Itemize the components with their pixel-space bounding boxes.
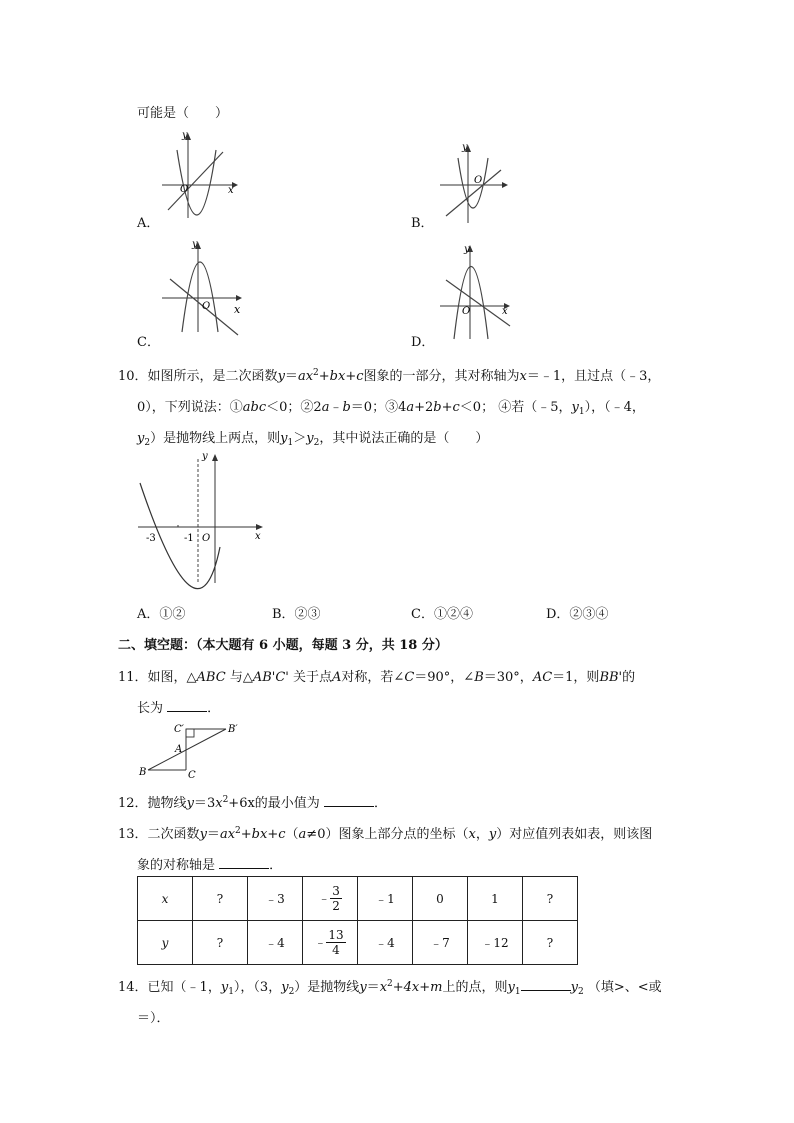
table-cell: ? xyxy=(523,921,578,965)
table-cell: ﹣12 xyxy=(468,921,523,965)
svg-text:A: A xyxy=(175,744,183,755)
svg-text:O: O xyxy=(202,301,211,312)
table-cell: ﹣3 xyxy=(248,877,303,921)
table-cell: ? xyxy=(523,877,578,921)
svg-text:O: O xyxy=(462,306,471,317)
q9-option-a[interactable]: A． xyxy=(137,216,160,231)
q9-option-b[interactable]: B． xyxy=(411,216,434,231)
q14-line1: 14．已知（﹣1，$y_1$），（3，$y_2$）是抛物线$y=x^2+4x+m$上的点，则$y_1$ $y_2$ （填>、<或 xyxy=(118,979,662,997)
q10-line1: 10．如图所示，是二次函数$y=ax^2+bx+c$图象的一部分，其对称轴为x＝﹣1，且过点（﹣3， xyxy=(118,368,661,384)
q9-tail: 可能是（ ） xyxy=(137,106,229,121)
q12-line: 12．抛物线$y=3x^2+6x$的最小值为 ． xyxy=(118,795,387,811)
svg-text:C: C xyxy=(188,770,196,781)
table-cell: 1 xyxy=(468,877,523,921)
svg-text:x: x xyxy=(255,531,261,542)
q9-option-d[interactable]: D． xyxy=(411,335,435,350)
svg-text:O: O xyxy=(202,533,211,544)
svg-text:x: x xyxy=(502,306,508,317)
q9-option-c[interactable]: C． xyxy=(137,335,160,350)
table-cell: ﹣4 xyxy=(248,921,303,965)
q11-line1: 11．如图，△ABC 与△AB'C' 关于点A对称，若∠C＝90°，∠B＝30°，AC＝1，则BB'的 xyxy=(118,670,636,685)
q10-choice-b[interactable]: B．②③ xyxy=(272,607,321,622)
svg-text:y: y xyxy=(192,239,198,250)
svg-text:C′: C′ xyxy=(174,724,184,735)
svg-text:-1: -1 xyxy=(184,533,194,544)
q12-answer-blank[interactable] xyxy=(324,796,374,807)
svg-text:-3: -3 xyxy=(146,533,156,544)
q10-choice-a[interactable]: A．①② xyxy=(137,607,186,622)
svg-text:O: O xyxy=(180,184,189,195)
svg-text:y: y xyxy=(464,244,470,255)
svg-text:O: O xyxy=(474,175,483,186)
q9-graph-b xyxy=(438,138,518,228)
table-row xyxy=(138,877,578,921)
q13-answer-blank[interactable] xyxy=(219,858,269,869)
q14-answer-blank[interactable] xyxy=(521,980,571,991)
q11-line2: 长为 ． xyxy=(137,701,221,716)
table-cell: ? xyxy=(193,921,248,965)
svg-text:B′: B′ xyxy=(228,724,238,735)
svg-text:B: B xyxy=(139,767,147,778)
svg-text:y: y xyxy=(462,142,468,153)
q11-figure xyxy=(138,720,248,780)
q10-graph xyxy=(138,451,268,590)
svg-text:x: x xyxy=(228,185,234,196)
table-cell: ﹣ $\frac{3}{2}$ xyxy=(303,877,358,921)
q13-line2: 象的对称轴是 ． xyxy=(137,858,283,873)
q9-graph-c xyxy=(160,237,250,337)
svg-text:y: y xyxy=(182,130,188,141)
section-title: 二、填空题：（本大题有 6 小题，每题 3 分，共 18 分） xyxy=(118,638,448,653)
q10-choice-c[interactable]: C．①②④ xyxy=(411,607,473,622)
q10-line2: 0），下列说法：①abc＜0；②2a﹣b＝0；③4a+2b+c＜0； ④若（﹣5，$y_1$），（﹣4， xyxy=(137,400,645,417)
q13-table xyxy=(137,876,578,965)
svg-text:y: y xyxy=(202,451,208,462)
q9-graph-d xyxy=(438,244,528,344)
q10-line3: $y_2$）是抛物线上两点，则$y_1>y_2$，其中说法正确的是（ ） xyxy=(137,431,489,448)
table-cell: ﹣4 xyxy=(358,921,413,965)
table-row xyxy=(138,921,578,965)
svg-text:x: x xyxy=(234,303,241,316)
table-cell: ﹣ $\frac{13}{4}$ xyxy=(303,921,358,965)
q14-line2: ＝）． xyxy=(137,1011,170,1026)
q13-line1: 13．二次函数$y=ax^2+bx+c(a\ne 0)$图象上部分点的坐标（x，y）对应值列表如表，则该图 xyxy=(118,826,653,842)
table-cell: ? xyxy=(193,877,248,921)
table-cell: x xyxy=(138,877,193,921)
q10-choice-d[interactable]: D．②③④ xyxy=(546,607,609,622)
table-cell: y xyxy=(138,921,193,965)
q11-answer-blank[interactable] xyxy=(167,701,207,712)
table-cell: ﹣1 xyxy=(358,877,413,921)
table-cell: ﹣7 xyxy=(413,921,468,965)
q9-graph-a xyxy=(160,130,240,220)
table-cell: 0 xyxy=(413,877,468,921)
